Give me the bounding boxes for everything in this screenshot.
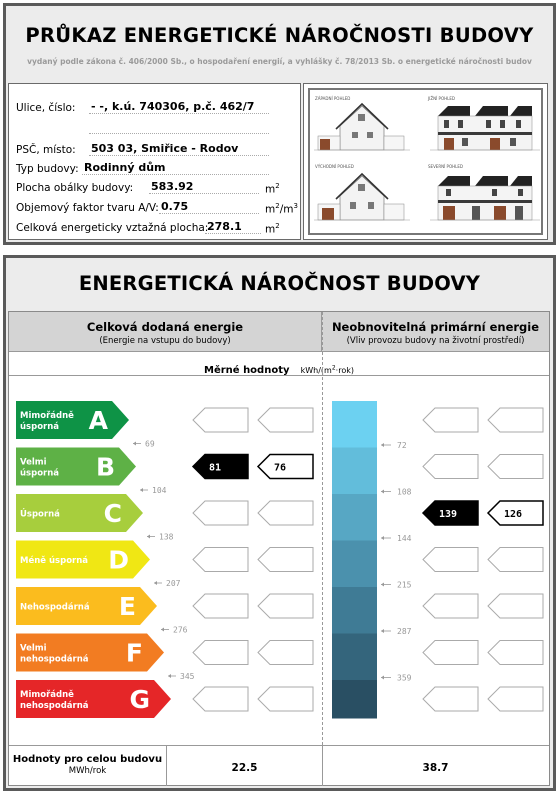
threshold-left: 138 <box>159 532 174 542</box>
street-label: Ulice, číslo: <box>16 102 76 114</box>
indicator-slot <box>488 641 543 665</box>
threshold-right: 359 <box>397 673 412 683</box>
area-value: 583.92 <box>151 180 194 193</box>
threshold-right: 72 <box>397 441 407 450</box>
threshold-arrow-right <box>381 490 384 494</box>
indicator-slot <box>488 687 543 711</box>
threshold-arrow-left <box>147 535 150 539</box>
footer-right-value: 38.7 <box>422 762 449 774</box>
threshold-left: 345 <box>180 672 195 681</box>
threshold-left: 207 <box>166 579 181 588</box>
class-label-b: úsporná <box>20 468 60 479</box>
factor-unit: $m^2/m^3$ <box>265 202 298 216</box>
document-title: PRŮKAZ ENERGETICKÉ NÁROČNOSTI BUDOVY <box>25 24 534 47</box>
indicator-slot <box>423 455 478 479</box>
threshold-arrow-left <box>168 674 171 678</box>
class-letter-d: D <box>108 545 129 575</box>
photo-label-west: ZÁPADNÍ POHLED <box>315 96 351 101</box>
threshold-arrow-right <box>381 676 384 680</box>
street-value: - -, k.ú. 740306, p.č. 462/7 <box>91 100 255 113</box>
specific-values-label: Měrné hodnoty <box>204 365 290 376</box>
threshold-arrow-right <box>381 536 384 540</box>
psc-value: 503 03, Smiřice - Rodov <box>91 142 239 155</box>
primary-energy-gradient-segment <box>332 494 377 541</box>
indicator-slot <box>423 687 478 711</box>
threshold-arrow-left <box>161 628 164 632</box>
indicator-slot <box>423 594 478 618</box>
class-label-a: Mimořádně <box>20 411 74 421</box>
class-letter-b: B <box>95 452 115 482</box>
indicator-slot <box>488 594 543 618</box>
primary-energy-gradient-segment <box>332 587 377 634</box>
class-letter-g: G <box>129 685 150 714</box>
document-subtitle: vydaný podle zákona č. 406/2000 Sb., o hospodaření energií, a vyhlášky č. 78/2013 Sb. o energetické náročnosti budov <box>27 57 532 66</box>
class-label-g: nehospodárná <box>20 701 89 711</box>
threshold-arrow-left <box>133 442 136 446</box>
class-letter-c: C <box>103 499 122 528</box>
primary-energy-gradient-segment <box>332 541 377 588</box>
psc-label: PSČ, místo: <box>16 144 76 156</box>
photo-label-north: SEVERNÍ POHLED <box>428 164 463 169</box>
indicator-slot <box>488 455 543 479</box>
threshold-arrow-left <box>140 488 143 492</box>
class-label-b: Velmi <box>20 457 47 468</box>
primary-energy-gradient-segment <box>332 448 377 495</box>
threshold-right: 108 <box>397 487 412 497</box>
indicator-slot <box>423 641 478 665</box>
indicator-slot <box>423 548 478 572</box>
class-label-a: úsporná <box>20 422 60 432</box>
indicator-slot <box>193 641 248 665</box>
threshold-right: 144 <box>397 534 412 543</box>
indicator-slot <box>258 501 313 525</box>
footer-label: Hodnoty pro celou budovu <box>12 754 163 765</box>
indicator-slot <box>258 641 313 665</box>
indicator-slot <box>423 408 478 432</box>
indicator-slot <box>258 408 313 432</box>
primary-energy-gradient-segment <box>332 680 377 719</box>
threshold-arrow-right <box>381 629 384 633</box>
indicator-slot <box>488 548 543 572</box>
primary-energy-gradient-segment <box>332 401 377 448</box>
indicator-slot <box>258 594 313 618</box>
left-actual-value: 81 <box>209 462 222 474</box>
class-label-d: Méně úsporná <box>20 556 89 566</box>
class-letter-e: E <box>118 592 136 621</box>
left-header-subtitle: (Energie na vstupu do budovy) <box>99 336 231 346</box>
indicator-slot <box>193 548 248 572</box>
area-unit: $m^2$ <box>265 182 280 196</box>
indicator-slot <box>193 594 248 618</box>
ref-area-value: 278.1 <box>207 220 242 233</box>
indicator-slot <box>193 687 248 711</box>
factor-value: 0.75 <box>161 200 189 213</box>
class-letter-a: A <box>88 406 108 435</box>
section-title: ENERGETICKÁ NÁROČNOST BUDOVY <box>78 272 481 295</box>
class-label-c: Úsporná <box>20 509 60 520</box>
primary-energy-gradient-segment <box>332 634 377 681</box>
threshold-arrow-right <box>381 583 384 587</box>
ref-area-label: Celková energeticky vztažná plocha: <box>16 222 209 234</box>
right-header-title: Neobnovitelná primární energie <box>331 320 540 334</box>
indicator-slot <box>193 408 248 432</box>
ref-area-unit: $m^2$ <box>265 222 280 236</box>
class-label-f: Velmi <box>20 643 47 654</box>
threshold-right: 287 <box>397 627 412 636</box>
class-label-g: Mimořádně <box>20 690 74 700</box>
indicator-slot <box>193 501 248 525</box>
threshold-left: 69 <box>145 439 155 449</box>
indicator-slot <box>258 687 313 711</box>
class-letter-f: F <box>125 638 143 668</box>
class-label-e: Nehospodárná <box>20 602 90 613</box>
type-value: Rodinný dům <box>84 161 166 174</box>
footer-left-value: 22.5 <box>231 762 258 774</box>
indicator-slot <box>488 408 543 432</box>
class-label-f: nehospodárná <box>20 654 89 665</box>
threshold-arrow-left <box>154 581 157 585</box>
threshold-left: 104 <box>152 486 167 495</box>
right-header-subtitle: (Vliv provozu budovy na životní prostředí) <box>346 336 525 346</box>
threshold-left: 276 <box>173 625 188 635</box>
threshold-right: 215 <box>397 580 412 590</box>
right-reference-value: 126 <box>504 509 523 520</box>
factor-label: Objemový faktor tvaru A/V: <box>16 202 159 214</box>
photo-label-south: JIŽNÍ POHLED <box>428 96 455 101</box>
left-reference-value: 76 <box>274 462 287 474</box>
photo-label-east: VÝCHODNÍ POHLED <box>315 164 354 169</box>
specific-values-unit: kWh/$(m^2\cdot rok)$ <box>300 364 354 375</box>
footer-unit: MWh/rok <box>68 766 107 776</box>
right-actual-value: 139 <box>439 509 458 520</box>
indicator-slot <box>258 548 313 572</box>
left-header-title: Celková dodaná energie <box>86 320 244 334</box>
area-label: Plocha obálky budovy: <box>16 182 134 194</box>
threshold-arrow-right <box>381 443 384 447</box>
type-label: Typ budovy: <box>16 163 79 175</box>
